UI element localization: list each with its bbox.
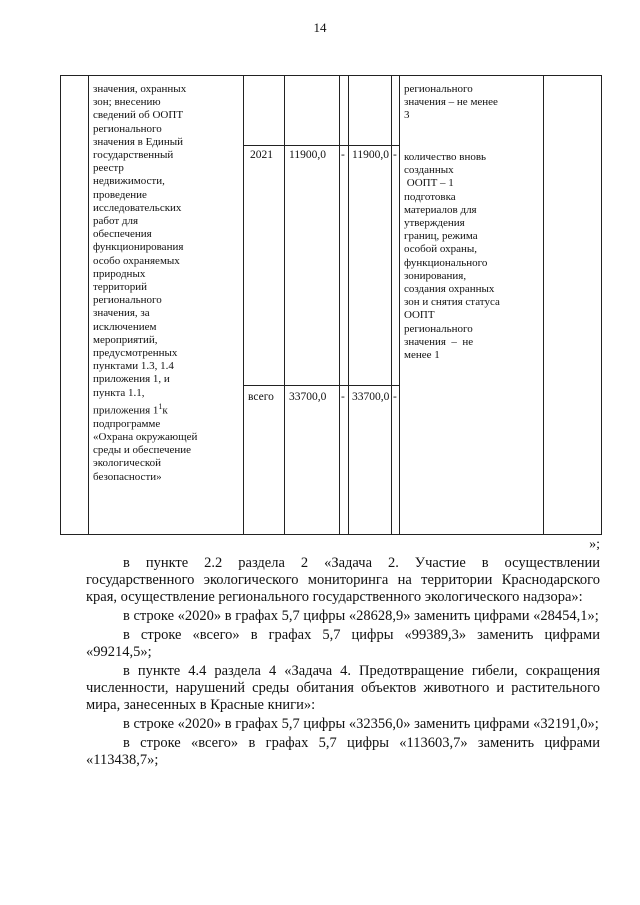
col-line (399, 75, 400, 535)
row-divider-total (243, 385, 400, 386)
col-line (60, 75, 61, 535)
amount-total-2021: 11900,0 (289, 149, 326, 161)
col-line (391, 75, 392, 535)
paragraph: в строке «2020» в графах 5,7 цифры «28628,9» заменить цифрами «28454,1»; (123, 608, 599, 625)
measure-name-cell: значения, охранных зон; внесению сведений об ООПТ регионального значения в Единый государственный реестр недвижимости, проведение исследовательских работ для обеспечения функционирования особо охраняемых природных территорий регионального значения, за исключением мероприятий, предусмотренных пунктами 1.3, 1.4 приложения 1, и пункта 1.1, приложения $1^1к$ подпрограмме «Охрана окружающей среды и обеспечение экологической безопасности» (93, 83, 241, 484)
amount-total-all: 33700,0 (289, 391, 327, 403)
page-number: 14 (313, 20, 327, 35)
col-line (339, 75, 340, 535)
col-line (348, 75, 349, 535)
closing-quote: »; (589, 537, 600, 552)
program-table (60, 75, 602, 535)
col-line (543, 75, 544, 535)
dash2-2021: - (393, 149, 397, 161)
col-line (601, 75, 602, 535)
col-line (88, 75, 89, 535)
dash-2021: - (341, 149, 345, 161)
amount-regional-all: 33700,0 (352, 391, 390, 403)
paragraph: в пункте 2.2 раздела 2 «Задача 2. Участие в осуществлении государственного экологического мониторинга на территории Краснодарского края, осуществление регионального государственного экологического надзора»: (86, 555, 600, 606)
document-body (86, 555, 600, 770)
result-cell-previous: регионального значения – не менее 3 (404, 83, 498, 122)
col-line (284, 75, 285, 535)
year-2021: 2021 (250, 149, 273, 161)
col-line (243, 75, 244, 535)
paragraph: в строке «2020» в графах 5,7 цифры «32356,0» заменить цифрами «32191,0»; (123, 715, 599, 732)
paragraph: в пункте 4.4 раздела 4 «Задача 4. Предотвращение гибели, сокращения численности, нарушений среды обитания объектов животного и растительного мира, занесенных в Красные книги»: (86, 662, 600, 714)
dash-total: - (341, 391, 345, 403)
table-bottom-border (60, 534, 602, 535)
amount-regional-2021: 11900,0 (352, 149, 389, 161)
paragraph: в строке «всего» в графах 5,7 цифры «99389,3» заменить цифрами «99214,5»; (86, 626, 600, 661)
dash2-total: - (393, 391, 397, 403)
row-divider-2021 (243, 145, 400, 146)
result-cell-2021: количество вновь созданных ООПТ – 1 подготовка материалов для утверждения границ, режима особой охраны, функционального зонирования, создания охранных зон и снятия статуса ООПТ регионального значения – не менее 1 (404, 151, 500, 362)
line-with-superscript: приложения $1^1к$ (93, 401, 168, 417)
table-top-border (60, 75, 602, 76)
paragraph: в строке «всего» в графах 5,7 цифры «113603,7» заменить цифрами «113438,7»; (86, 734, 600, 768)
year-total: всего (248, 391, 274, 403)
